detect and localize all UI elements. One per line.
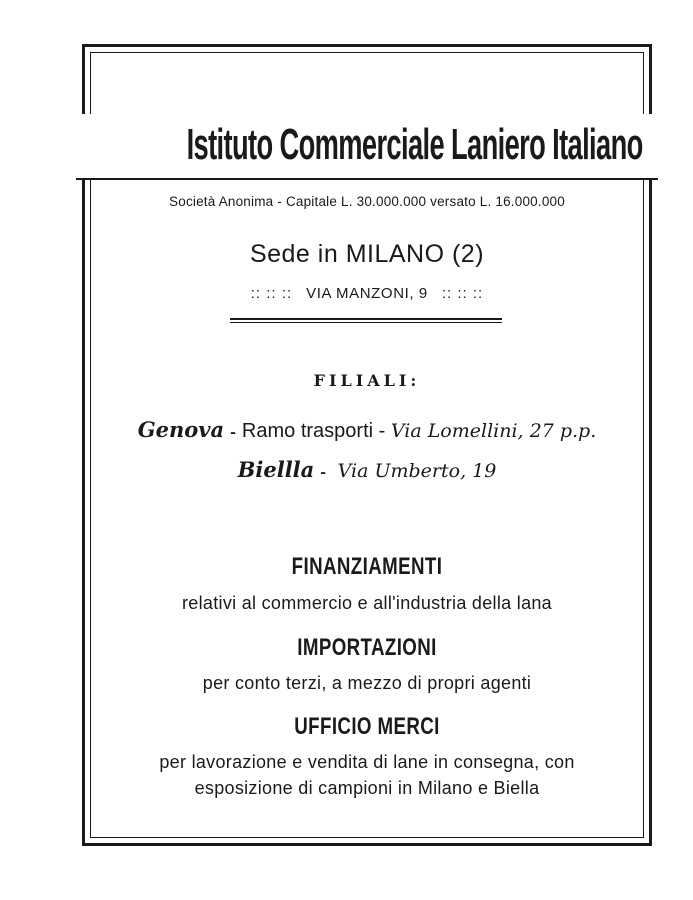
branch-address: Via Lomellini, 27 p.p. xyxy=(390,420,597,442)
branch-address: Via Umberto, 19 xyxy=(337,460,497,482)
filiali-heading: FILIALI: xyxy=(313,371,421,390)
branch-separator: - xyxy=(230,425,236,441)
service-description: per conto terzi, a mezzo di propri agenti xyxy=(202,673,532,693)
branch-genova xyxy=(90,416,644,447)
capital-line: Società Anonima - Capitale L. 30.000.000 versato L. 16.000.000 xyxy=(169,194,565,209)
service-heading-importazioni: IMPORTAZIONI xyxy=(297,634,437,661)
service-description: relativi al commercio e all'industria della lana xyxy=(182,593,552,613)
dots-ornament-left: :: :: :: xyxy=(250,285,293,302)
service-heading-ufficio-merci: UFFICIO MERCI xyxy=(294,713,440,740)
service-description: esposizione di campioni in Milano e Biella xyxy=(194,778,540,798)
branch-city: Genova xyxy=(137,417,225,442)
sede-double-rule xyxy=(230,318,502,323)
sede-address: VIA MANZONI, 9 xyxy=(306,285,428,302)
company-title: Istituto Commerciale Laniero Italiano xyxy=(186,120,643,169)
dots-ornament-right: :: :: :: xyxy=(441,285,484,302)
title-underline-rule xyxy=(76,178,658,180)
sede-headline: Sede in MILANO (2) xyxy=(249,240,485,268)
branch-city: Biellla xyxy=(237,457,315,482)
sede-address-line xyxy=(90,284,644,304)
branch-biella xyxy=(90,456,644,487)
branch-detail: Ramo trasporti - xyxy=(241,420,386,442)
branch-separator: - xyxy=(320,465,327,481)
service-description: per lavorazione e vendita di lane in consegna, con xyxy=(159,752,575,772)
service-heading-finanziamenti: FINANZIAMENTI xyxy=(291,553,443,580)
